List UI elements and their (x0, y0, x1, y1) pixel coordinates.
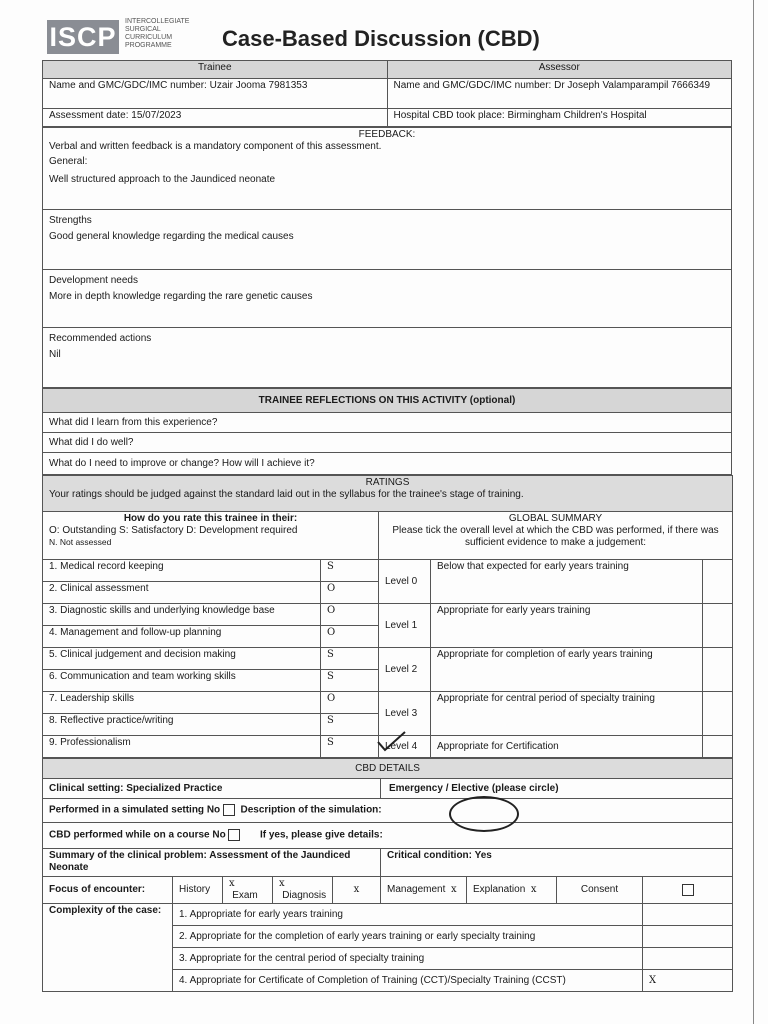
level-desc: Appropriate for completion of early years training (431, 648, 703, 692)
rating-value: S (321, 736, 379, 758)
page-edge (753, 0, 754, 1024)
reflections-title: TRAINEE REFLECTIONS ON THIS ACTIVITY (optional) (43, 389, 732, 413)
clinical-summary: Summary of the clinical problem: Assessment of the Jaundiced Neonate (43, 849, 381, 877)
rating-label: 1. Medical record keeping (43, 560, 321, 582)
complexity-item: 2. Appropriate for the completion of early years training or early specialty training (173, 926, 643, 948)
rating-value: S (321, 648, 379, 670)
focus-item-mark (273, 877, 333, 904)
focus-mark-management: x (450, 884, 457, 895)
level-label: Level 0 (379, 560, 431, 604)
tick-icon (375, 730, 409, 756)
assessor-name: Name and GMC/GDC/IMC number: Dr Joseph Valamparampil 7666349 (387, 79, 732, 109)
focus-label-diagnosis: Diagnosis (282, 890, 327, 901)
form-body (42, 60, 732, 992)
actions-cell (43, 328, 732, 388)
rate-title: How do you rate this trainee in their: (123, 513, 298, 524)
strengths-text: Good general knowledge regarding the medical causes (49, 231, 294, 242)
feedback-general-label: General: (49, 156, 88, 167)
elective-circle (449, 796, 519, 832)
assessment-date: Assessment date: 15/07/2023 (43, 109, 388, 127)
strengths-label: Strengths (49, 215, 92, 226)
ratings-title: RATINGS (365, 477, 410, 488)
complexity-mark (643, 904, 733, 926)
reflection-q2: What did I do well? (43, 433, 732, 453)
rating-value: O (321, 604, 379, 626)
trainee-name: Name and GMC/GDC/IMC number: Uzair Jooma 7981353 (43, 79, 388, 109)
level-desc: Below that expected for early years training (431, 560, 703, 604)
strengths-cell (43, 210, 732, 270)
focus-item-label (467, 877, 557, 904)
global-note: Please tick the overall level at which the CBD was performed, if there was sufficient evidence to make a judgement: (392, 525, 719, 548)
rating-value: S (321, 560, 379, 582)
rating-label: 7. Leadership skills (43, 692, 321, 714)
complexity-item: 1. Appropriate for early years training (173, 904, 643, 926)
rating-value: S (321, 714, 379, 736)
level-tick-cell (703, 648, 733, 692)
ratings-note: Your ratings should be judged against the standard laid out in the syllabus for the trainee's stage of training. (49, 489, 524, 500)
level-label: Level 3 (379, 692, 431, 736)
logo-sub-line: PROGRAMME (125, 42, 172, 49)
assessor-header: Assessor (387, 61, 732, 79)
feedback-table (42, 127, 732, 388)
reflection-q3: What do I need to improve or change? How will I achieve it? (43, 453, 732, 475)
complexity-mark (643, 948, 733, 970)
clinical-setting: Clinical setting: Specialized Practice (43, 779, 381, 799)
focus-mark-exam: x (279, 878, 285, 889)
focus-item-label: History (173, 877, 223, 904)
level-tick-cell (703, 692, 733, 736)
rating-value: O (321, 582, 379, 604)
rating-value: S (321, 670, 379, 692)
course-details: If yes, please give details: (259, 829, 383, 841)
level-label (379, 736, 431, 758)
ratings-table (42, 475, 733, 758)
complexity-mark (643, 926, 733, 948)
global-summary (379, 512, 733, 560)
development-cell (43, 270, 732, 328)
rating-label: 5. Clinical judgement and decision making (43, 648, 321, 670)
consent-checkbox-cell (643, 877, 733, 904)
level-4-label: Level 4 (385, 740, 418, 752)
rate-key: O: Outstanding S: Satisfactory D: Development required (49, 525, 298, 536)
feedback-general-cell (43, 128, 732, 210)
global-title: GLOBAL SUMMARY (508, 513, 603, 524)
critical-condition: Critical condition: Yes (381, 849, 733, 877)
development-label: Development needs (49, 275, 138, 286)
rating-value: O (321, 692, 379, 714)
development-text: More in depth knowledge regarding the rare genetic causes (49, 291, 313, 302)
trainee-header: Trainee (43, 61, 388, 79)
focus-label-explanation: Explanation (473, 884, 526, 895)
focus-label-exam: Exam (232, 890, 258, 901)
level-desc: Appropriate for Certification (431, 736, 703, 758)
rating-label: 2. Clinical assessment (43, 582, 321, 604)
actions-label: Recommended actions (49, 333, 152, 344)
simulated-row (43, 799, 733, 823)
level-desc: Appropriate for early years training (431, 604, 703, 648)
focus-label: Focus of encounter: (43, 877, 173, 904)
rating-label: 9. Professionalism (43, 736, 321, 758)
focus-item-label (381, 877, 467, 904)
complexity-item: 3. Appropriate for the central period of specialty training (173, 948, 643, 970)
iscp-logo-subtitle (125, 18, 189, 50)
feedback-general-text: Well structured approach to the Jaundiced neonate (49, 174, 276, 185)
feedback-note: Verbal and written feedback is a mandatory component of this assessment. (49, 141, 382, 152)
course-performed: CBD performed while on a course No (49, 829, 226, 841)
logo-sub-line: SURGICAL (125, 26, 161, 33)
course-row (43, 823, 733, 849)
simulation-description: Description of the simulation: (240, 804, 382, 816)
complexity-mark: X (643, 970, 733, 992)
consent-checkbox[interactable] (682, 884, 694, 896)
ratings-header (43, 476, 733, 512)
simulated-setting: Performed in a simulated setting No (49, 804, 221, 816)
level-tick-cell (703, 560, 733, 604)
level-tick-cell (703, 736, 733, 758)
actions-text: Nil (49, 349, 61, 360)
header-table (42, 60, 732, 127)
level-desc: Appropriate for central period of specialty training (431, 692, 703, 736)
details-table (42, 758, 733, 992)
focus-item-mark (223, 877, 273, 904)
focus-item-label: Consent (557, 877, 643, 904)
rating-label: 4. Management and follow-up planning (43, 626, 321, 648)
rate-key-2: N. Not assessed (49, 537, 112, 547)
logo-sub-line: INTERCOLLEGIATE (125, 18, 190, 25)
simulated-checkbox[interactable] (223, 804, 235, 816)
level-label: Level 2 (379, 648, 431, 692)
details-title: CBD DETAILS (43, 759, 733, 779)
course-checkbox[interactable] (228, 829, 240, 841)
complexity-item: 4. Appropriate for Certificate of Completion of Training (CCT)/Specialty Training (CCST) (173, 970, 643, 992)
complexity-label: Complexity of the case: (43, 904, 173, 992)
reflections-table (42, 388, 732, 475)
rating-label: 3. Diagnostic skills and underlying knowledge base (43, 604, 321, 626)
rating-value: O (321, 626, 379, 648)
logo-sub-line: CURRICULUM (125, 34, 173, 41)
level-label: Level 1 (379, 604, 431, 648)
rate-instructions (43, 512, 379, 560)
emergency-elective: Emergency / Elective (please circle) (381, 779, 733, 799)
reflection-q1: What did I learn from this experience? (43, 413, 732, 433)
rating-label: 8. Reflective practice/writing (43, 714, 321, 736)
page-title: Case-Based Discussion (CBD) (222, 26, 540, 51)
iscp-logo: ISCP (47, 20, 119, 54)
focus-mark-explanation: x (530, 884, 537, 895)
focus-label-management: Management (387, 884, 446, 895)
hospital: Hospital CBD took place: Birmingham Children's Hospital (387, 109, 732, 127)
focus-mark-diagnosis: x (333, 877, 381, 904)
level-tick-cell (703, 604, 733, 648)
rating-label: 6. Communication and team working skills (43, 670, 321, 692)
feedback-title: FEEDBACK: (358, 129, 416, 140)
focus-mark-history: x (229, 878, 235, 889)
